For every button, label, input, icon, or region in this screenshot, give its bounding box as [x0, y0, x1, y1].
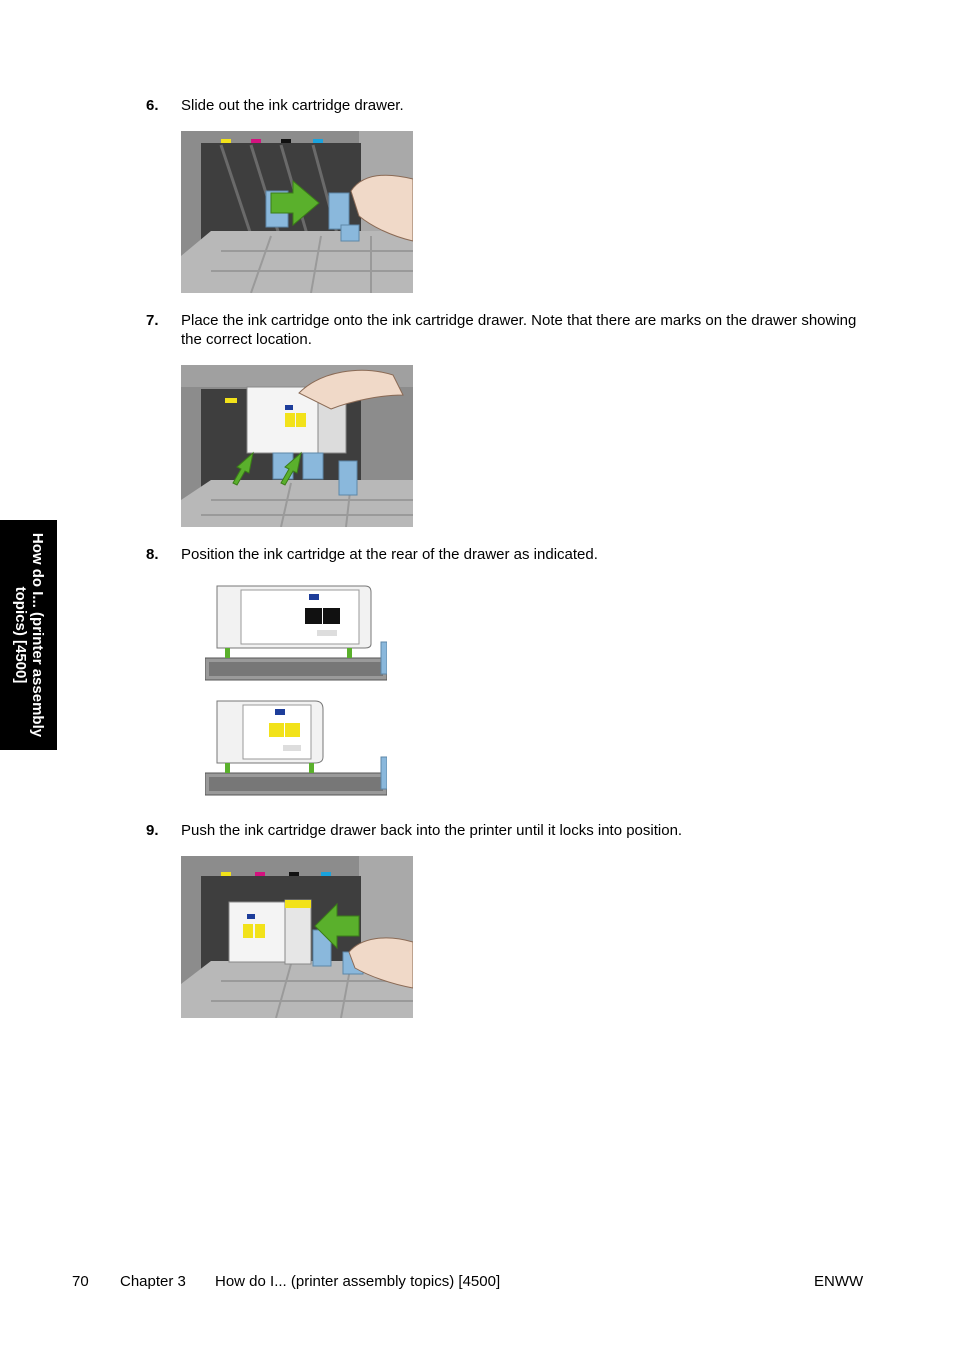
- figure-black-cartridge-position: [205, 582, 387, 688]
- step-text: Position the ink cartridge at the rear of the drawer as indicated.: [181, 546, 598, 563]
- chapter-side-tab: [0, 520, 57, 750]
- footer-edition: ENWW: [814, 1273, 864, 1290]
- step-text: Slide out the ink cartridge drawer.: [181, 97, 404, 114]
- figure-yellow-cartridge-position: [205, 697, 387, 801]
- side-tab-label: How do I... (printer assembly topics) [4500]: [11, 532, 46, 738]
- figure-place-cartridge: [181, 365, 413, 527]
- footer-chapter: Chapter 3: [120, 1273, 186, 1290]
- page-number: 70: [72, 1273, 89, 1290]
- step-text: Push the ink cartridge drawer back into the printer until it locks into position.: [181, 822, 683, 839]
- step-text: Place the ink cartridge onto the ink cartridge drawer. Note that there are marks on the drawer showing the correct location.: [181, 312, 857, 348]
- step-number: 7.: [146, 312, 159, 329]
- figure-push-drawer-back: [181, 856, 413, 1018]
- step-number: 8.: [146, 546, 159, 563]
- step-number: 9.: [146, 822, 159, 839]
- step-number: 6.: [146, 97, 159, 114]
- figure-slide-out-drawer: [181, 131, 413, 293]
- footer-chapter-title: How do I... (printer assembly topics) [4500]: [215, 1273, 501, 1290]
